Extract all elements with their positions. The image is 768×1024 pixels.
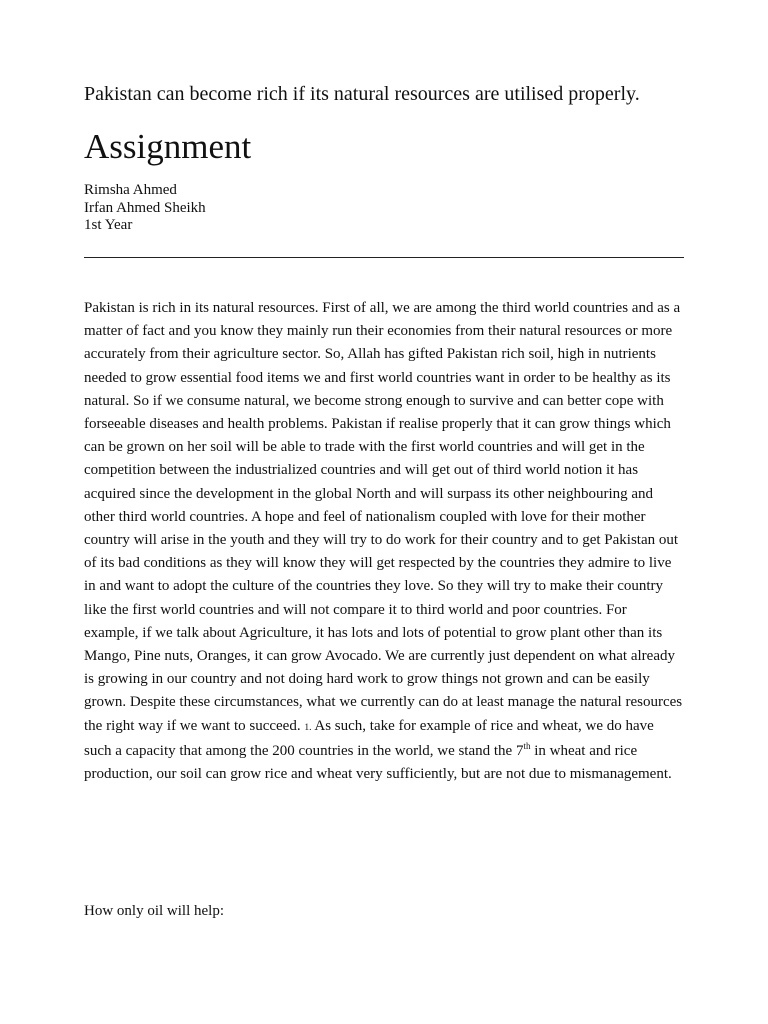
- document-title: Assignment: [84, 127, 252, 166]
- paragraph-text: in wheat and rice production, our soil can grow rice and wheat very sufficiently, but are not due to mismanagement.: [84, 742, 672, 783]
- author-name: Rimsha Ahmed: [84, 182, 177, 198]
- ordinal-suffix: th: [523, 740, 531, 751]
- author-block: [84, 182, 206, 235]
- author-name: Irfan Ahmed Sheikh: [84, 199, 206, 216]
- horizontal-divider: [84, 257, 684, 258]
- section-heading: How only oil will help:: [84, 903, 224, 919]
- footnote-marker[interactable]: 1.: [304, 722, 312, 733]
- student-year: 1st Year: [84, 217, 133, 233]
- document-subtitle: Pakistan can become rich if its natural resources are utilised properly.: [84, 83, 640, 105]
- body-paragraph: [84, 297, 684, 786]
- paragraph-text: As such, take for example of rice and wheat, we do have such a capacity that among the 200 countries in the world, we stand the 7: [84, 717, 654, 759]
- paragraph-text: Pakistan is rich in its natural resources. First of all, we are among the third world countries and as a matter of fact and you know they mainly run their economies from their natural resources or more accurately from their agriculture sector. So, Allah has gifted Pakistan rich soil, high in nutrients needed to grow essential food items we and first world countries want in order to be healthy as its natural. So if we consume natural, we become strong enough to survive and can better cope with forseeable diseases and health problems. Pakistan if realise properly that it can grow things which can be grown on her soil will be able to trade with the first world countries and will get in the competition between the industrialized countries and will get out of third world notion it has acquired since the development in the global North and will surpass its other neighbouring and other third world countries. A hope and feel of nationalism coupled with love for their mother country will arise in the youth and they will try to do work for their country and to get Pakistan out of its bad conditions as they will know they will get respected by the countries they admire to live in and want to adopt the culture of the countries they love. So they will try to make their country like the first world countries and will not compare it to third world and poor countries. For example, if we talk about Agriculture, it has lots and lots of potential to grow plant other than its Mango, Pine nuts, Oranges, it can grow Avocado. We are currently just dependent on what already is growing in our country and not doing hard work to grow things not grown and can be easily grown. Despite these circumstances, what we currently can do at least manage the natural resources the right way if we want to succeed.: [84, 300, 683, 734]
